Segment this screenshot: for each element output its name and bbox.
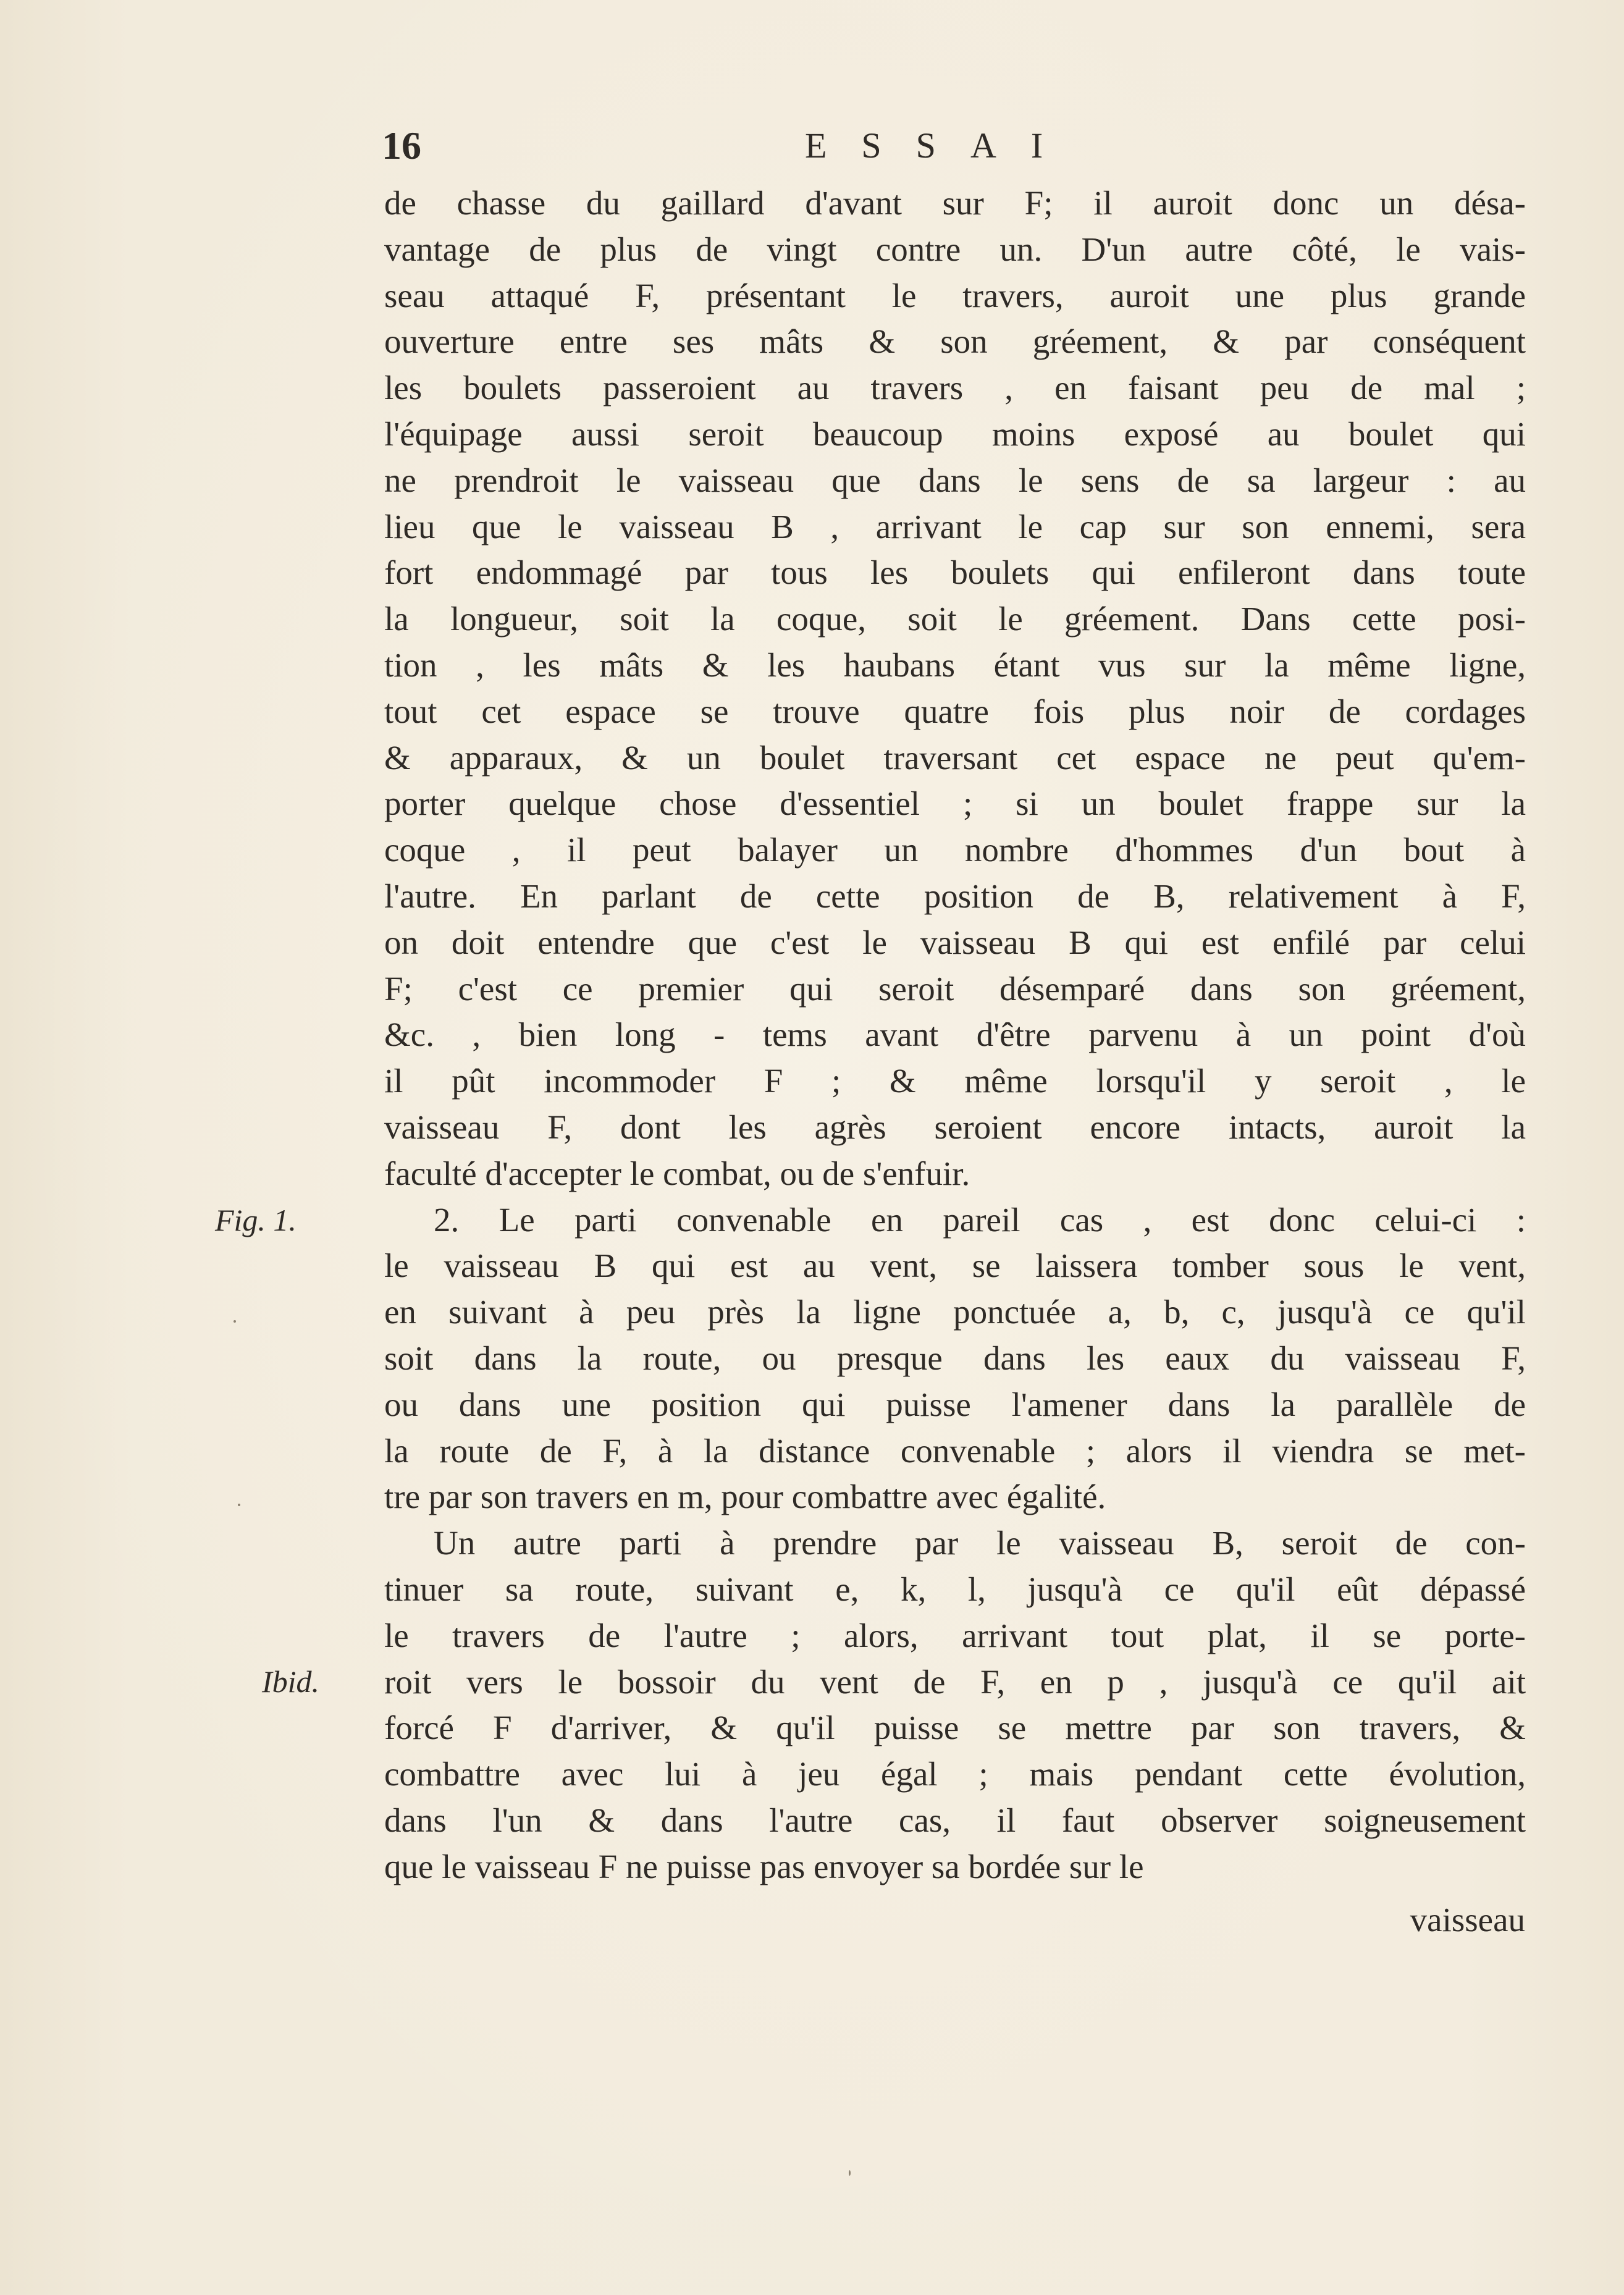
text-line: fort endommagé par tous les boulets qui enfileront dans toute [384, 554, 1526, 592]
text-line: vantage de plus de vingt contre un. D'un autre côté, le vais- [384, 230, 1526, 268]
text-line: Un autre parti à prendre par le vaisseau B, seroit de con- [434, 1524, 1526, 1562]
text-line: que le vaisseau F ne puisse pas envoyer sa bordée sur le [384, 1847, 1144, 1885]
text-line: faculté d'accepter le combat, ou de s'enfuir. [384, 1154, 970, 1192]
text-line: on doit entendre que c'est le vaisseau B qui est enfilé par celui [384, 923, 1526, 961]
text-line: l'autre. En parlant de cette position de B, relativement à F, [384, 877, 1526, 915]
text-line: les boulets passeroient au travers , en faisant peu de mal ; [384, 369, 1526, 407]
text-line: combattre avec lui à jeu égal ; mais pendant cette évolution, [384, 1755, 1526, 1793]
text-line: tout cet espace se trouve quatre fois plus noir de cordages [384, 692, 1526, 730]
paper-speck [849, 2170, 851, 2176]
page-header [382, 121, 1532, 171]
text-line: tinuer sa route, suivant e, k, l, jusqu'à ce qu'il eût dépassé [384, 1570, 1526, 1608]
text-line: la longueur, soit la coque, soit le gréement. Dans cette posi- [384, 600, 1526, 638]
paper-speck [238, 1504, 240, 1506]
text-line: l'équipage aussi seroit beaucoup moins exposé au boulet qui [384, 415, 1526, 453]
text-line: seau attaqué F, présentant le travers, auroit une plus grande [384, 276, 1526, 314]
text-line: le travers de l'autre ; alors, arrivant tout plat, il se porte- [384, 1616, 1526, 1654]
text-line: F; c'est ce premier qui seroit désemparé dans son gréement, [384, 969, 1526, 1008]
text-line: dans l'un & dans l'autre cas, il faut observer soigneusement [384, 1801, 1526, 1839]
text-line: de chasse du gaillard d'avant sur F; il auroit donc un désa- [384, 184, 1526, 222]
text-line: coque , il peut balayer un nombre d'hommes d'un bout à [384, 831, 1526, 869]
text-line: tion , les mâts & les haubans étant vus sur la même ligne, [384, 646, 1526, 684]
body-text [384, 180, 1526, 1890]
text-line: ouverture entre ses mâts & son gréement, & par conséquent [384, 322, 1526, 361]
text-line: forcé F d'arriver, & qu'il puisse se mettre par son travers, & [384, 1709, 1526, 1747]
text-line: lieu que le vaisseau B , arrivant le cap sur son ennemi, sera [384, 507, 1526, 545]
margin-note-ibid: Ibid. [262, 1664, 320, 1699]
running-title: ESSAI [805, 125, 1078, 166]
text-line: 2. Le parti convenable en pareil cas , est donc celui-ci : [434, 1200, 1526, 1239]
text-line: porter quelque chose d'essentiel ; si un boulet frappe sur la [384, 785, 1526, 823]
text-line: &c. , bien long - tems avant d'être parvenu à un point d'où [384, 1016, 1526, 1054]
text-line: ne prendroit le vaisseau que dans le sens de sa largeur : au [384, 461, 1526, 499]
margin-note-fig-1: Fig. 1. [215, 1203, 297, 1237]
paper-speck [234, 1320, 236, 1323]
catchword: vaisseau [1410, 1901, 1525, 1939]
text-line: & apparaux, & un boulet traversant cet espace ne peut qu'em- [384, 738, 1526, 777]
text-line: tre par son travers en m, pour combattre avec égalité. [384, 1478, 1106, 1516]
text-line: il pût incommoder F ; & même lorsqu'il y seroit , le [384, 1062, 1526, 1100]
text-line: la route de F, à la distance convenable ; alors il viendra se met- [384, 1431, 1526, 1470]
text-line: roit vers le bossoir du vent de F, en p , jusqu'à ce qu'il ait [384, 1662, 1526, 1701]
text-line: soit dans la route, ou presque dans les eaux du vaisseau F, [384, 1339, 1526, 1377]
page-number: 16 [382, 124, 421, 167]
text-line: en suivant à peu près la ligne ponctuée a, b, c, jusqu'à ce qu'il [384, 1293, 1526, 1331]
text-line: ou dans une position qui puisse l'amener dans la parallèle de [384, 1385, 1526, 1423]
text-line: le vaisseau B qui est au vent, se laissera tomber sous le vent, [384, 1247, 1526, 1285]
text-line: vaisseau F, dont les agrès seroient encore intacts, auroit la [384, 1108, 1526, 1146]
